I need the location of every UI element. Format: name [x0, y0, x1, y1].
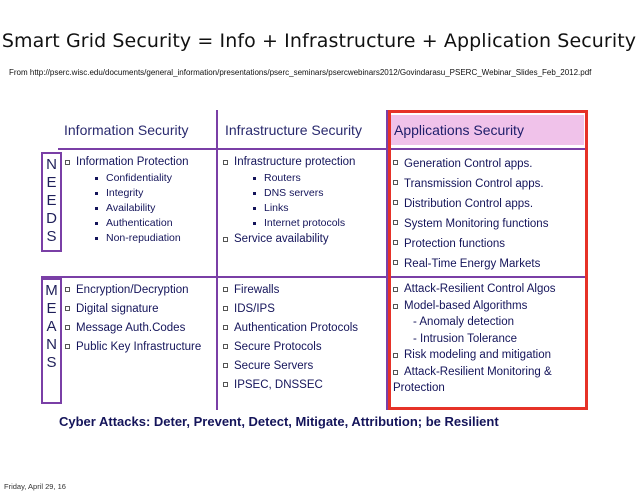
- security-matrix-figure: [37, 104, 608, 436]
- list-item: Authentication Protocols: [223, 319, 358, 338]
- list-item: Information Protection: [65, 154, 189, 171]
- needs-label-box: [41, 152, 62, 252]
- header-information-security: Information Security: [64, 122, 189, 138]
- means-label-box: [41, 278, 62, 404]
- checkbox-bullet-icon: [223, 344, 228, 349]
- means-letter: A: [46, 318, 57, 335]
- list-item: Generation Control apps.: [393, 154, 548, 174]
- bullet-icon: [95, 177, 98, 180]
- checkbox-bullet-icon: [223, 306, 228, 311]
- list-item: Secure Protocols: [223, 338, 358, 357]
- checkbox-bullet-icon: [393, 220, 398, 225]
- list-item: Secure Servers: [223, 357, 358, 376]
- checkbox-bullet-icon: [393, 160, 398, 165]
- bullet-icon: [95, 207, 98, 210]
- sub-item: - Intrusion Tolerance: [413, 332, 517, 345]
- list-item: Encryption/Decryption: [65, 281, 201, 300]
- bullet-icon: [253, 222, 256, 225]
- bullet-icon: [95, 192, 98, 195]
- header-infrastructure-security: Infrastructure Security: [225, 122, 362, 138]
- list-item: Service availability: [223, 231, 355, 248]
- checkbox-bullet-icon: [393, 240, 398, 245]
- list-item: Protection functions: [393, 234, 548, 254]
- needs-letter: S: [46, 228, 57, 245]
- grid-line: [41, 276, 588, 278]
- checkbox-bullet-icon: [65, 306, 70, 311]
- checkbox-bullet-icon: [223, 160, 228, 165]
- source-citation: From http://pserc.wisc.edu/documents/general_information/presentations/pserc_seminars/psercwebinars2012/Govindarasu_PSERC_Webinar_Slides_Feb_2012.pdf: [9, 68, 592, 77]
- checkbox-bullet-icon: [65, 344, 70, 349]
- slide-title: Smart Grid Security = Info + Infrastructure + Application Security: [1, 30, 637, 52]
- bullet-icon: [253, 192, 256, 195]
- sub-item: DNS servers: [223, 186, 355, 201]
- list-item: Attack-Resilient Monitoring &: [393, 364, 555, 381]
- means-letter: N: [46, 336, 57, 353]
- needs-letter: E: [46, 174, 57, 191]
- list-item-continuation: Protection: [393, 382, 445, 394]
- sub-item: Internet protocols: [223, 216, 355, 231]
- bullet-icon: [253, 207, 256, 210]
- checkbox-bullet-icon: [223, 382, 228, 387]
- sub-item: - Anomaly detection: [413, 316, 515, 328]
- list-item: Infrastructure protection: [223, 154, 355, 171]
- checkbox-bullet-icon: [223, 237, 228, 242]
- slide-date: Friday, April 29, 16: [4, 482, 66, 491]
- list-item: IPSEC, DNSSEC: [223, 376, 358, 395]
- cell-means-info: [65, 281, 201, 357]
- checkbox-bullet-icon: [223, 363, 228, 368]
- cell-needs-infra: [223, 154, 355, 247]
- checkbox-bullet-icon: [223, 325, 228, 330]
- grid-line: [58, 148, 588, 150]
- list-item: System Monitoring functions: [393, 214, 548, 234]
- cell-needs-info: [65, 154, 189, 246]
- checkbox-bullet-icon: [65, 287, 70, 292]
- cell-means-app: [393, 281, 555, 397]
- list-item: Message Auth.Codes: [65, 319, 201, 338]
- sub-item: Links: [223, 201, 355, 216]
- list-item: Public Key Infrastructure: [65, 338, 201, 357]
- list-item: Real-Time Energy Markets: [393, 254, 548, 274]
- header-applications-security: Applications Security: [388, 115, 584, 145]
- cell-needs-app: [393, 154, 548, 274]
- list-item: Attack-Resilient Control Algos: [393, 281, 555, 298]
- list-item: Firewalls: [223, 281, 358, 300]
- means-letter: S: [46, 354, 57, 371]
- checkbox-bullet-icon: [393, 353, 398, 358]
- checkbox-bullet-icon: [65, 160, 70, 165]
- checkbox-bullet-icon: [393, 180, 398, 185]
- checkbox-bullet-icon: [393, 260, 398, 265]
- sub-item: Integrity: [65, 186, 189, 201]
- list-item: Distribution Control apps.: [393, 194, 548, 214]
- checkbox-bullet-icon: [393, 200, 398, 205]
- sub-item: Confidentiality: [65, 171, 189, 186]
- list-item: Transmission Control apps.: [393, 174, 548, 194]
- list-item: IDS/IPS: [223, 300, 358, 319]
- bullet-icon: [253, 177, 256, 180]
- needs-letter: E: [46, 192, 57, 209]
- checkbox-bullet-icon: [393, 287, 398, 292]
- cyber-attacks-footer: Cyber Attacks: Deter, Prevent, Detect, Mitigate, Attribution; be Resilient: [59, 414, 499, 429]
- checkbox-bullet-icon: [393, 304, 398, 309]
- sub-item: Authentication: [65, 216, 189, 231]
- sub-item: Availability: [65, 201, 189, 216]
- needs-letter: D: [46, 210, 57, 227]
- list-item: Risk modeling and mitigation: [393, 347, 555, 364]
- needs-letter: N: [46, 156, 57, 173]
- bullet-icon: [95, 237, 98, 240]
- checkbox-bullet-icon: [223, 287, 228, 292]
- list-item: Digital signature: [65, 300, 201, 319]
- sub-item: Non-repudiation: [65, 231, 189, 246]
- checkbox-bullet-icon: [65, 325, 70, 330]
- list-item: Model-based Algorithms: [393, 298, 555, 315]
- sub-item: Routers: [223, 171, 355, 186]
- means-letter: E: [46, 300, 57, 317]
- bullet-icon: [95, 222, 98, 225]
- means-letter: M: [45, 282, 58, 299]
- checkbox-bullet-icon: [393, 370, 398, 375]
- grid-line: [386, 110, 388, 410]
- cell-means-infra: [223, 281, 358, 395]
- grid-line: [216, 110, 218, 410]
